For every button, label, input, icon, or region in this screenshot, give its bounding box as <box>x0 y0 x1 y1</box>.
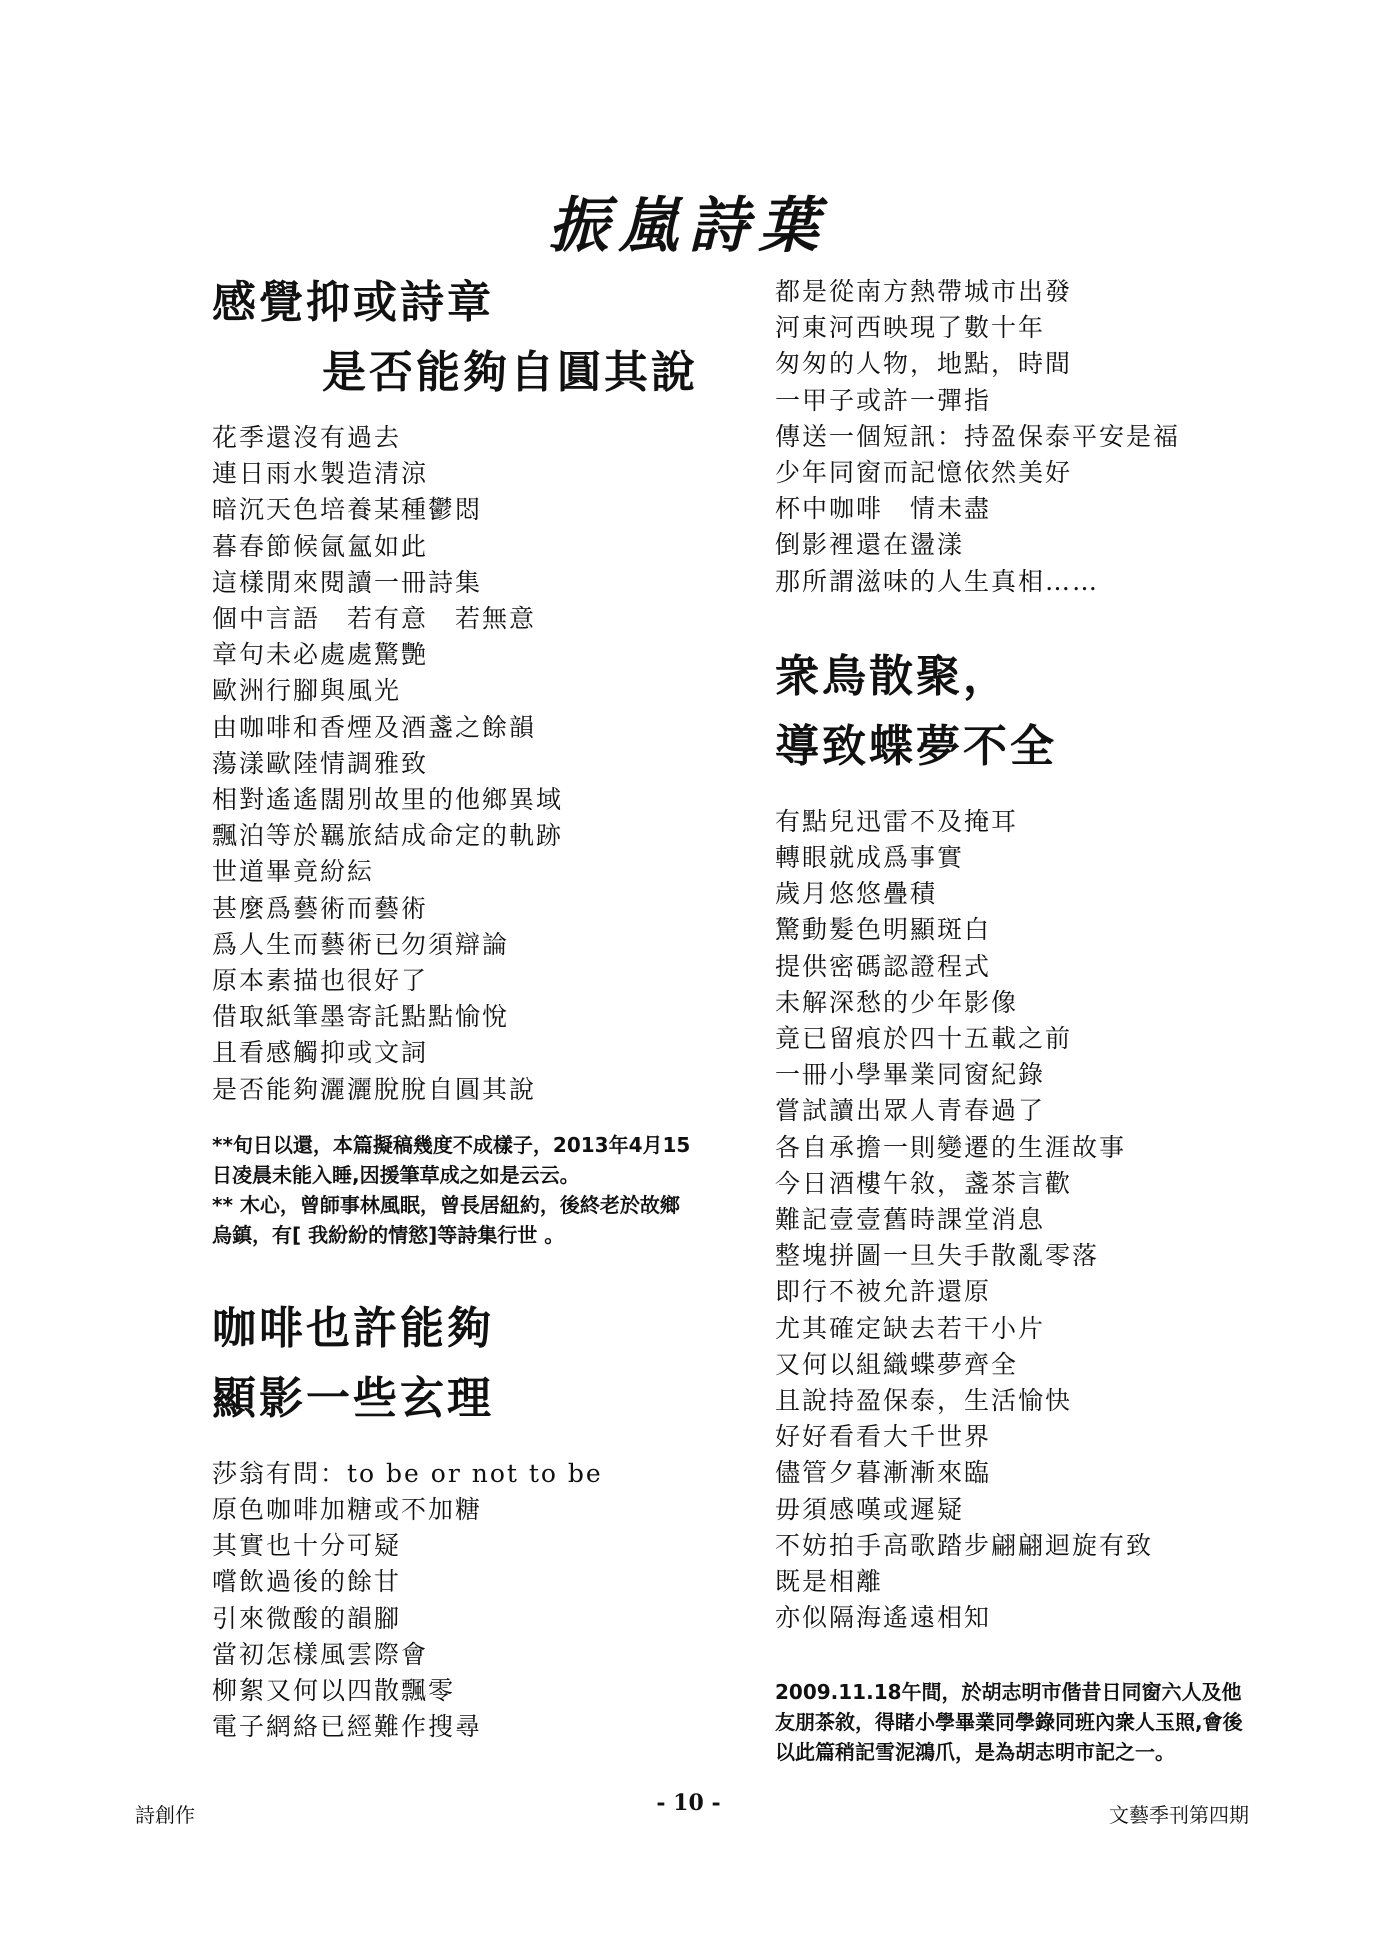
poem1-body <box>212 420 712 1108</box>
poem1-title-line1: 感覺抑或詩章 <box>212 277 494 328</box>
poem-line: 花季還沒有過去 <box>212 423 402 452</box>
poem-line: 暗沉天色培養某種鬱悶 <box>212 495 483 525</box>
poem-line: 未解深愁的少年影像 <box>775 987 1019 1017</box>
poem-line: 驚動髮色明顯斑白 <box>775 915 992 945</box>
poem-line: 一甲子或許一彈指 <box>775 385 992 415</box>
poem-line: 這樣閒來閱讀一冊詩集 <box>212 567 483 597</box>
poem3-title <box>775 642 1315 782</box>
poem-line: 原色咖啡加糖或不加糖 <box>212 1495 483 1525</box>
poem1-title <box>212 268 712 408</box>
poem3-note: 2009.11.18午間，於胡志明市偕昔日同窗六人及他友朋茶敘，得睹小學畢業同學錄同班內衆人玉照,會後以此篇稍記雪泥鴻爪，是為胡志明市記之一。 <box>775 1679 1243 1764</box>
poem3-body <box>775 804 1315 1637</box>
poem-line: 甚麼爲藝術而藝術 <box>212 893 429 923</box>
poem-line: 匆匆的人物，地點，時間 <box>775 349 1073 379</box>
poem-line: 暮春節候氤氳如此 <box>212 531 429 561</box>
poem-line: 歲月悠悠疊積 <box>775 879 938 909</box>
poem-line: 難記壹壹舊時課堂消息 <box>775 1205 1046 1235</box>
poem-line: 相對遙遙闊別故里的他鄉異域 <box>212 785 564 815</box>
poem-line: 那所謂滋味的人生真相…… <box>775 566 1100 596</box>
page-title: 振嵐詩葉 <box>548 191 829 261</box>
poem-line: 當初怎樣風雲際會 <box>212 1639 429 1669</box>
poem-line: 都是從南方熱帶城市出發 <box>775 277 1073 306</box>
poem-line: 飄泊等於羈旅結成命定的軌跡 <box>212 821 564 851</box>
poem-line: 世道畢竟紛紜 <box>212 857 375 887</box>
poem-line: 竟已留痕於四十五載之前 <box>775 1024 1073 1054</box>
poem-line: 嚐飲過後的餘甘 <box>212 1567 402 1597</box>
right-column <box>775 274 1315 1767</box>
poem-line: 借取紙筆墨寄託點點愉悅 <box>212 1002 510 1032</box>
left-column <box>212 268 712 1745</box>
poem-line: 儘管夕暮漸漸來臨 <box>775 1458 992 1488</box>
poem-line: 有點兒迅雷不及掩耳 <box>775 806 1019 836</box>
poem-line: 其實也十分可疑 <box>212 1531 402 1561</box>
poem2-title <box>212 1294 712 1434</box>
poem-line: 一冊小學畢業同窗紀錄 <box>775 1060 1046 1090</box>
poem-line: 今日酒樓午敘，盞茶言歡 <box>775 1168 1073 1198</box>
poem1-notes <box>212 1130 692 1250</box>
poem-line: 連日雨水製造清涼 <box>212 459 429 489</box>
poem-line: 莎翁有問：to be or not to be <box>212 1458 603 1488</box>
poem-line: 整塊拼圖一旦失手散亂零落 <box>775 1241 1100 1271</box>
poem-line: 杯中咖啡 情未盡 <box>775 494 992 524</box>
page-number: - 10 - <box>656 1790 721 1816</box>
poem1-title-line2: 是否能夠自圓其說 <box>322 347 698 398</box>
poem-line: 亦似隔海遙遠相知 <box>775 1603 992 1633</box>
poem-line: 少年同窗而記憶依然美好 <box>775 458 1073 488</box>
poem2-title-line1: 咖啡也許能夠 <box>212 1302 494 1354</box>
footer-publication: 文藝季刊第四期 <box>1109 1803 1249 1827</box>
poem-line: 提供密碼認證程式 <box>775 951 992 981</box>
poem-line: 引來微酸的韻腳 <box>212 1603 402 1633</box>
poem-line: 不妨拍手高歌踏步翩翩迴旋有致 <box>775 1530 1154 1560</box>
poem2-title-line2: 顯影一些玄理 <box>212 1372 494 1424</box>
poem-line: 歐洲行腳與風光 <box>212 676 402 706</box>
poem-line: 由咖啡和香煙及酒盞之餘韻 <box>212 712 537 742</box>
poem-line: 毋須感嘆或遲疑 <box>775 1494 965 1524</box>
poem3-title-line2: 導致蝶夢不全 <box>775 720 1057 772</box>
poem-line: 且說持盈保泰，生活愉快 <box>775 1386 1073 1416</box>
poem-line: 蕩漾歐陸情調雅致 <box>212 748 429 778</box>
poem-line: 倒影裡還在盪漾 <box>775 530 965 560</box>
poem-line: 尤其確定缺去若干小片 <box>775 1313 1046 1343</box>
poem-line: 河東河西映現了數十年 <box>775 313 1046 343</box>
poem-line: 又何以組織蝶夢齊全 <box>775 1349 1019 1379</box>
poem-line: 章句未必處處驚艷 <box>212 640 429 670</box>
poem2-continued <box>775 274 1315 600</box>
poem2-body <box>212 1456 712 1746</box>
poem-line: 各自承擔一則變遷的生涯故事 <box>775 1132 1127 1162</box>
poem-line: 即行不被允許還原 <box>775 1277 992 1307</box>
poem1-note: ** 木心，曾師事林風眠，曾長居紐約，後終老於故鄉烏鎮，有[ 我紛紛的情慾]等詩集行世 。 <box>212 1192 680 1247</box>
poem-line: 嘗試讀出眾人青春過了 <box>775 1096 1046 1126</box>
poem-line: 轉眼就成爲事實 <box>775 843 965 873</box>
poem-line: 個中言語 若有意 若無意 <box>212 604 537 634</box>
poem-line: 既是相離 <box>775 1567 884 1597</box>
poem-line: 好好看看大千世界 <box>775 1422 992 1452</box>
footer-section-label: 詩創作 <box>135 1803 195 1827</box>
poem3-title-line1: 衆鳥散聚， <box>775 650 1010 702</box>
poem-line: 爲人生而藝術已勿須辯論 <box>212 929 510 959</box>
poem-line: 且看感觸抑或文詞 <box>212 1038 429 1068</box>
poem-line: 電子網絡已經難作搜尋 <box>212 1712 483 1742</box>
poem-line: 柳絮又何以四散飄零 <box>212 1676 456 1706</box>
poem-line: 傳送一個短訊：持盈保泰平安是福 <box>775 421 1181 451</box>
poem1-note: **旬日以還，本篇擬稿幾度不成樣子，2013年4月15日凌晨未能入睡,因援筆草成之如是云云。 <box>212 1132 691 1187</box>
poem-line: 是否能夠灑灑脫脫自圓其說 <box>212 1074 537 1104</box>
poem-line: 原本素描也很好了 <box>212 966 429 996</box>
